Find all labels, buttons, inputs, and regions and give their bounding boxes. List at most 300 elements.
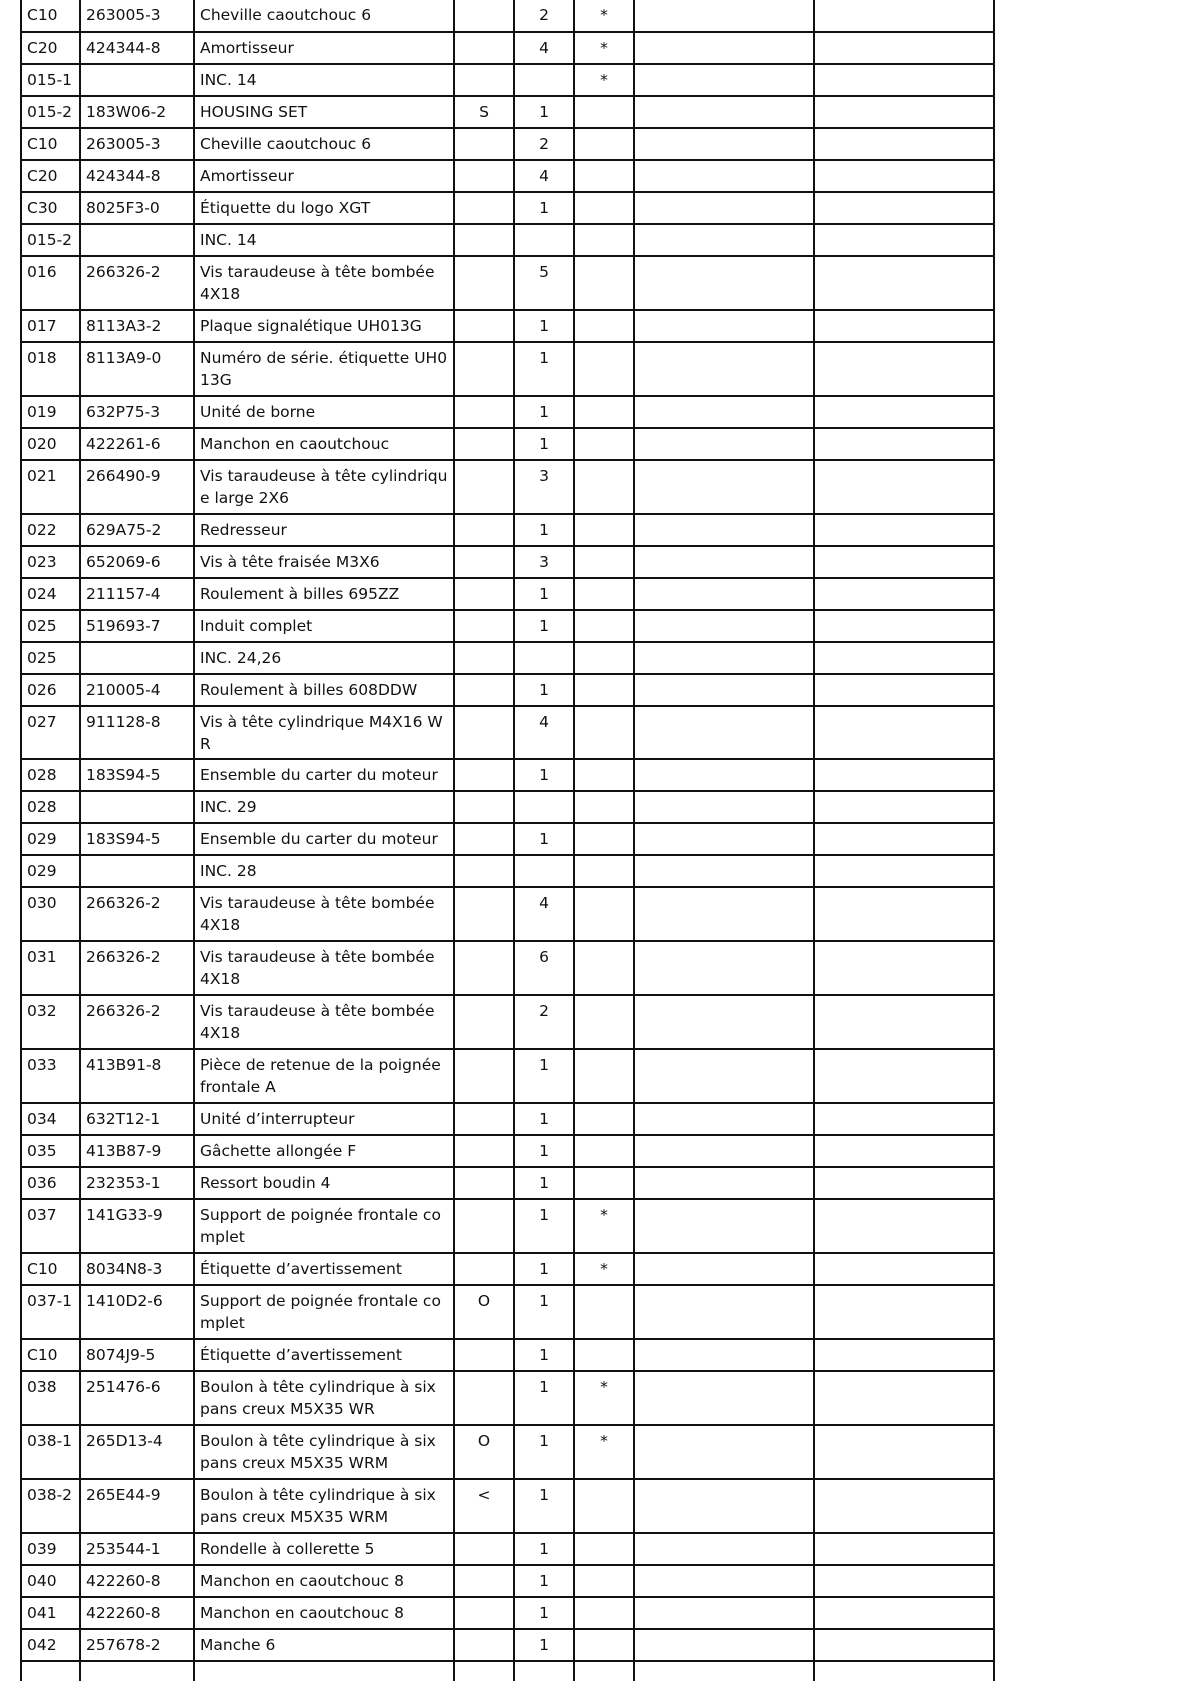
cell-note xyxy=(454,887,514,941)
cell-description: Étiquette du logo XGT xyxy=(194,192,454,224)
cell-description: INC. 24,26 xyxy=(194,642,454,674)
cell-mark: * xyxy=(574,1371,634,1425)
cell-description: Cheville caoutchouc 6 xyxy=(194,128,454,160)
cell-quantity: 2 xyxy=(514,995,574,1049)
cell-description: Ensemble du carter du moteur xyxy=(194,759,454,791)
cell-empty xyxy=(814,1253,994,1285)
table-row xyxy=(21,128,994,160)
cell-empty xyxy=(814,1661,994,1681)
cell-part-number: 263005-3 xyxy=(80,128,194,160)
cell-description: Unité d’interrupteur xyxy=(194,1103,454,1135)
cell-ref: 030 xyxy=(21,887,80,941)
cell-mark xyxy=(574,759,634,791)
table-row xyxy=(21,642,994,674)
cell-mark xyxy=(574,1479,634,1533)
cell-description: Roulement à billes 608DDW xyxy=(194,674,454,706)
cell-note: < xyxy=(454,1479,514,1533)
cell-empty xyxy=(634,1167,814,1199)
cell-note xyxy=(454,1565,514,1597)
cell-empty xyxy=(814,310,994,342)
cell-mark xyxy=(574,128,634,160)
cell-empty xyxy=(634,1661,814,1681)
cell-description: Roulement à billes 695ZZ xyxy=(194,578,454,610)
cell-quantity: 4 xyxy=(514,887,574,941)
table-row xyxy=(21,1533,994,1565)
cell-mark xyxy=(574,1285,634,1339)
cell-description: Unité de borne xyxy=(194,396,454,428)
cell-note xyxy=(454,1253,514,1285)
table-row xyxy=(21,514,994,546)
cell-note xyxy=(454,1339,514,1371)
cell-part-number: 141G33-9 xyxy=(80,1199,194,1253)
cell-empty xyxy=(21,1661,80,1681)
cell-empty xyxy=(634,1285,814,1339)
cell-note xyxy=(454,759,514,791)
cell-quantity: 1 xyxy=(514,1103,574,1135)
cell-description: Manche 6 xyxy=(194,1629,454,1661)
cell-empty xyxy=(634,396,814,428)
cell-empty xyxy=(634,1597,814,1629)
cell-note xyxy=(454,674,514,706)
cell-empty xyxy=(814,0,994,32)
cell-empty xyxy=(814,128,994,160)
table-row xyxy=(21,995,994,1049)
cell-empty xyxy=(634,1049,814,1103)
cell-mark xyxy=(574,546,634,578)
cell-part-number: 253544-1 xyxy=(80,1533,194,1565)
cell-empty xyxy=(814,428,994,460)
cell-ref: 033 xyxy=(21,1049,80,1103)
parts-table xyxy=(20,0,995,1681)
table-row xyxy=(21,1135,994,1167)
cell-mark xyxy=(574,1135,634,1167)
cell-part-number: 183S94-5 xyxy=(80,759,194,791)
cell-empty xyxy=(634,1479,814,1533)
cell-empty xyxy=(634,514,814,546)
cell-empty xyxy=(814,96,994,128)
cell-empty xyxy=(814,1049,994,1103)
cell-empty xyxy=(814,791,994,823)
cell-mark xyxy=(574,1049,634,1103)
cell-empty xyxy=(814,1103,994,1135)
cell-description: Étiquette d’avertissement xyxy=(194,1339,454,1371)
cell-mark xyxy=(574,674,634,706)
cell-mark xyxy=(574,1167,634,1199)
table-row xyxy=(21,1629,994,1661)
cell-mark xyxy=(574,460,634,514)
cell-part-number: 519693-7 xyxy=(80,610,194,642)
cell-empty xyxy=(194,1661,454,1681)
cell-ref: 029 xyxy=(21,823,80,855)
cell-note xyxy=(454,128,514,160)
cell-empty xyxy=(814,160,994,192)
cell-empty xyxy=(814,1597,994,1629)
cell-mark xyxy=(574,1339,634,1371)
table-row xyxy=(21,1371,994,1425)
cell-empty xyxy=(814,1135,994,1167)
cell-quantity: 1 xyxy=(514,428,574,460)
cell-note: O xyxy=(454,1285,514,1339)
cell-part-number: 413B87-9 xyxy=(80,1135,194,1167)
cell-ref: 022 xyxy=(21,514,80,546)
table-row xyxy=(21,791,994,823)
table-row xyxy=(21,396,994,428)
cell-mark xyxy=(574,1565,634,1597)
cell-part-number: 183S94-5 xyxy=(80,823,194,855)
cell-quantity: 1 xyxy=(514,610,574,642)
cell-description: HOUSING SET xyxy=(194,96,454,128)
cell-ref: 015-2 xyxy=(21,224,80,256)
cell-mark xyxy=(574,887,634,941)
cell-empty xyxy=(634,224,814,256)
cell-description: Rondelle à collerette 5 xyxy=(194,1533,454,1565)
table-row xyxy=(21,941,994,995)
cell-mark xyxy=(574,310,634,342)
cell-empty xyxy=(634,342,814,396)
cell-ref: 039 xyxy=(21,1533,80,1565)
cell-quantity: 1 xyxy=(514,1199,574,1253)
cell-description: Vis à tête fraisée M3X6 xyxy=(194,546,454,578)
cell-empty xyxy=(634,941,814,995)
cell-description: INC. 29 xyxy=(194,791,454,823)
cell-empty xyxy=(634,1629,814,1661)
cell-empty xyxy=(814,1339,994,1371)
cell-description: Cheville caoutchouc 6 xyxy=(194,0,454,32)
cell-empty xyxy=(634,160,814,192)
cell-description: Gâchette allongée F xyxy=(194,1135,454,1167)
cell-note: O xyxy=(454,1425,514,1479)
cell-mark xyxy=(574,1533,634,1565)
cell-empty xyxy=(814,396,994,428)
cell-part-number xyxy=(80,855,194,887)
cell-note xyxy=(454,995,514,1049)
cell-ref: 032 xyxy=(21,995,80,1049)
cell-quantity: 1 xyxy=(514,1253,574,1285)
cell-ref: C10 xyxy=(21,1339,80,1371)
cell-empty xyxy=(634,1425,814,1479)
cell-quantity xyxy=(514,64,574,96)
cell-part-number: 422260-8 xyxy=(80,1597,194,1629)
cell-part-number: 422260-8 xyxy=(80,1565,194,1597)
cell-note xyxy=(454,514,514,546)
cell-ref: 025 xyxy=(21,610,80,642)
cell-empty xyxy=(634,706,814,759)
cell-empty xyxy=(634,791,814,823)
cell-quantity: 1 xyxy=(514,1629,574,1661)
cell-mark xyxy=(574,823,634,855)
cell-mark xyxy=(574,1629,634,1661)
cell-empty xyxy=(814,610,994,642)
cell-quantity: 1 xyxy=(514,1565,574,1597)
cell-note: S xyxy=(454,96,514,128)
cell-empty xyxy=(814,1167,994,1199)
parts-table-body xyxy=(21,0,994,1681)
cell-empty xyxy=(814,706,994,759)
cell-ref: 017 xyxy=(21,310,80,342)
cell-ref: 016 xyxy=(21,256,80,310)
table-row xyxy=(21,1167,994,1199)
cell-description: Ensemble du carter du moteur xyxy=(194,823,454,855)
cell-mark xyxy=(574,514,634,546)
cell-quantity: 2 xyxy=(514,128,574,160)
cell-quantity: 1 xyxy=(514,1371,574,1425)
cell-note xyxy=(454,642,514,674)
cell-description: Étiquette d’avertissement xyxy=(194,1253,454,1285)
cell-part-number: 266490-9 xyxy=(80,460,194,514)
table-row xyxy=(21,1565,994,1597)
table-row xyxy=(21,546,994,578)
cell-part-number xyxy=(80,642,194,674)
table-row xyxy=(21,1103,994,1135)
cell-part-number: 211157-4 xyxy=(80,578,194,610)
cell-note xyxy=(454,0,514,32)
cell-mark xyxy=(574,342,634,396)
cell-note xyxy=(454,160,514,192)
cell-note xyxy=(454,1049,514,1103)
cell-empty xyxy=(634,1371,814,1425)
cell-ref: C20 xyxy=(21,32,80,64)
cell-quantity: 1 xyxy=(514,1285,574,1339)
cell-note xyxy=(454,460,514,514)
cell-part-number: 8025F3-0 xyxy=(80,192,194,224)
cell-mark xyxy=(574,96,634,128)
cell-empty xyxy=(634,128,814,160)
cell-note xyxy=(454,1167,514,1199)
cell-mark xyxy=(574,428,634,460)
cell-ref: 019 xyxy=(21,396,80,428)
cell-empty xyxy=(634,642,814,674)
table-row xyxy=(21,759,994,791)
cell-ref: 034 xyxy=(21,1103,80,1135)
cell-quantity: 1 xyxy=(514,342,574,396)
cell-part-number: 1410D2-6 xyxy=(80,1285,194,1339)
cell-empty xyxy=(814,192,994,224)
cell-mark xyxy=(574,256,634,310)
cell-note xyxy=(454,428,514,460)
cell-ref: 021 xyxy=(21,460,80,514)
cell-part-number: 8074J9-5 xyxy=(80,1339,194,1371)
cell-mark xyxy=(574,1103,634,1135)
cell-description: Manchon en caoutchouc 8 xyxy=(194,1597,454,1629)
cell-ref: 031 xyxy=(21,941,80,995)
cell-note xyxy=(454,32,514,64)
cell-part-number: 629A75-2 xyxy=(80,514,194,546)
cell-ref: 015-1 xyxy=(21,64,80,96)
cell-quantity: 1 xyxy=(514,674,574,706)
cell-empty xyxy=(634,1339,814,1371)
cell-mark xyxy=(574,855,634,887)
cell-part-number: 266326-2 xyxy=(80,941,194,995)
cell-part-number: 632T12-1 xyxy=(80,1103,194,1135)
cell-empty xyxy=(634,1565,814,1597)
cell-part-number: 265E44-9 xyxy=(80,1479,194,1533)
cell-empty xyxy=(634,310,814,342)
cell-mark xyxy=(574,160,634,192)
cell-ref: 037 xyxy=(21,1199,80,1253)
table-row xyxy=(21,887,994,941)
cell-part-number: 422261-6 xyxy=(80,428,194,460)
cell-part-number: 263005-3 xyxy=(80,0,194,32)
cell-part-number: 266326-2 xyxy=(80,995,194,1049)
cell-empty xyxy=(634,546,814,578)
cell-quantity: 1 xyxy=(514,1597,574,1629)
cell-ref: 037-1 xyxy=(21,1285,80,1339)
cell-empty xyxy=(814,578,994,610)
cell-ref: 028 xyxy=(21,791,80,823)
cell-quantity: 1 xyxy=(514,310,574,342)
cell-part-number: 266326-2 xyxy=(80,256,194,310)
cell-mark: * xyxy=(574,1425,634,1479)
cell-ref: 025 xyxy=(21,642,80,674)
table-row xyxy=(21,64,994,96)
cell-empty xyxy=(814,32,994,64)
cell-empty xyxy=(634,460,814,514)
cell-quantity xyxy=(514,224,574,256)
cell-part-number: 8113A3-2 xyxy=(80,310,194,342)
cell-empty xyxy=(814,1285,994,1339)
cell-description: Boulon à tête cylindrique à six pans creux M5X35 WR xyxy=(194,1371,454,1425)
cell-ref: C30 xyxy=(21,192,80,224)
cell-ref: 040 xyxy=(21,1565,80,1597)
table-row xyxy=(21,342,994,396)
cell-description: Induit complet xyxy=(194,610,454,642)
cell-empty xyxy=(574,1661,634,1681)
cell-note xyxy=(454,791,514,823)
table-row xyxy=(21,1479,994,1533)
table-row xyxy=(21,1253,994,1285)
cell-empty xyxy=(634,96,814,128)
cell-note xyxy=(454,1135,514,1167)
cell-empty xyxy=(634,855,814,887)
cell-note xyxy=(454,706,514,759)
table-row xyxy=(21,0,994,32)
cell-part-number: 257678-2 xyxy=(80,1629,194,1661)
cell-empty xyxy=(814,855,994,887)
cell-description: Boulon à tête cylindrique à six pans creux M5X35 WRM xyxy=(194,1425,454,1479)
cell-empty xyxy=(814,546,994,578)
cell-description: Redresseur xyxy=(194,514,454,546)
table-row xyxy=(21,578,994,610)
cell-empty xyxy=(80,1661,194,1681)
cell-part-number: 210005-4 xyxy=(80,674,194,706)
cell-empty xyxy=(814,224,994,256)
cell-mark xyxy=(574,224,634,256)
table-row xyxy=(21,823,994,855)
cell-part-number: 251476-6 xyxy=(80,1371,194,1425)
cell-quantity: 1 xyxy=(514,1049,574,1103)
cell-note xyxy=(454,578,514,610)
cell-note xyxy=(454,1533,514,1565)
cell-empty xyxy=(634,887,814,941)
cell-description: Vis taraudeuse à tête bombée 4X18 xyxy=(194,256,454,310)
cell-part-number: 265D13-4 xyxy=(80,1425,194,1479)
cell-part-number: 632P75-3 xyxy=(80,396,194,428)
cell-quantity: 6 xyxy=(514,941,574,995)
cell-note xyxy=(454,1199,514,1253)
cell-quantity: 5 xyxy=(514,256,574,310)
cell-part-number xyxy=(80,224,194,256)
cell-description: Vis taraudeuse à tête bombée 4X18 xyxy=(194,941,454,995)
cell-note xyxy=(454,610,514,642)
cell-empty xyxy=(514,1661,574,1681)
cell-ref: 020 xyxy=(21,428,80,460)
cell-quantity: 3 xyxy=(514,460,574,514)
cell-mark xyxy=(574,791,634,823)
cell-part-number: 266326-2 xyxy=(80,887,194,941)
table-row xyxy=(21,32,994,64)
cell-empty xyxy=(814,1199,994,1253)
cell-empty xyxy=(634,674,814,706)
cell-part-number xyxy=(80,791,194,823)
cell-description: Vis taraudeuse à tête bombée 4X18 xyxy=(194,887,454,941)
cell-quantity: 1 xyxy=(514,1533,574,1565)
cell-part-number: 413B91-8 xyxy=(80,1049,194,1103)
cell-ref: 038-2 xyxy=(21,1479,80,1533)
cell-empty xyxy=(814,887,994,941)
cell-ref: 028 xyxy=(21,759,80,791)
cell-note xyxy=(454,941,514,995)
cell-mark xyxy=(574,610,634,642)
cell-empty xyxy=(634,1533,814,1565)
cell-description: Vis à tête cylindrique M4X16 WR xyxy=(194,706,454,759)
cell-empty xyxy=(814,1565,994,1597)
cell-quantity: 1 xyxy=(514,759,574,791)
cell-ref: 042 xyxy=(21,1629,80,1661)
cell-description: Manchon en caoutchouc xyxy=(194,428,454,460)
cell-ref: C10 xyxy=(21,0,80,32)
cell-empty xyxy=(634,995,814,1049)
cell-empty xyxy=(634,256,814,310)
cell-part-number: 424344-8 xyxy=(80,32,194,64)
cell-note xyxy=(454,823,514,855)
cell-ref: 024 xyxy=(21,578,80,610)
table-row xyxy=(21,855,994,887)
cell-description: Amortisseur xyxy=(194,160,454,192)
cell-mark: * xyxy=(574,1199,634,1253)
cell-description: Numéro de série. étiquette UH013G xyxy=(194,342,454,396)
cell-mark xyxy=(574,941,634,995)
cell-empty xyxy=(814,460,994,514)
cell-mark: * xyxy=(574,0,634,32)
cell-quantity: 1 xyxy=(514,1425,574,1479)
cell-mark xyxy=(574,706,634,759)
cell-ref: 036 xyxy=(21,1167,80,1199)
table-row xyxy=(21,428,994,460)
cell-quantity: 1 xyxy=(514,192,574,224)
cell-quantity: 2 xyxy=(514,0,574,32)
cell-empty xyxy=(634,1135,814,1167)
cell-mark: * xyxy=(574,1253,634,1285)
cell-part-number: 424344-8 xyxy=(80,160,194,192)
cell-quantity xyxy=(514,791,574,823)
table-row xyxy=(21,610,994,642)
cell-quantity xyxy=(514,855,574,887)
cell-ref: 038 xyxy=(21,1371,80,1425)
cell-quantity: 1 xyxy=(514,396,574,428)
cell-part-number: 232353-1 xyxy=(80,1167,194,1199)
cell-note xyxy=(454,310,514,342)
cell-empty xyxy=(814,1425,994,1479)
cell-empty xyxy=(454,1661,514,1681)
cell-ref: 027 xyxy=(21,706,80,759)
table-row-continuation xyxy=(21,1661,994,1681)
table-row xyxy=(21,1339,994,1371)
cell-empty xyxy=(634,823,814,855)
cell-empty xyxy=(814,642,994,674)
cell-description: INC. 14 xyxy=(194,224,454,256)
cell-mark xyxy=(574,396,634,428)
parts-list-sheet xyxy=(20,0,975,1681)
